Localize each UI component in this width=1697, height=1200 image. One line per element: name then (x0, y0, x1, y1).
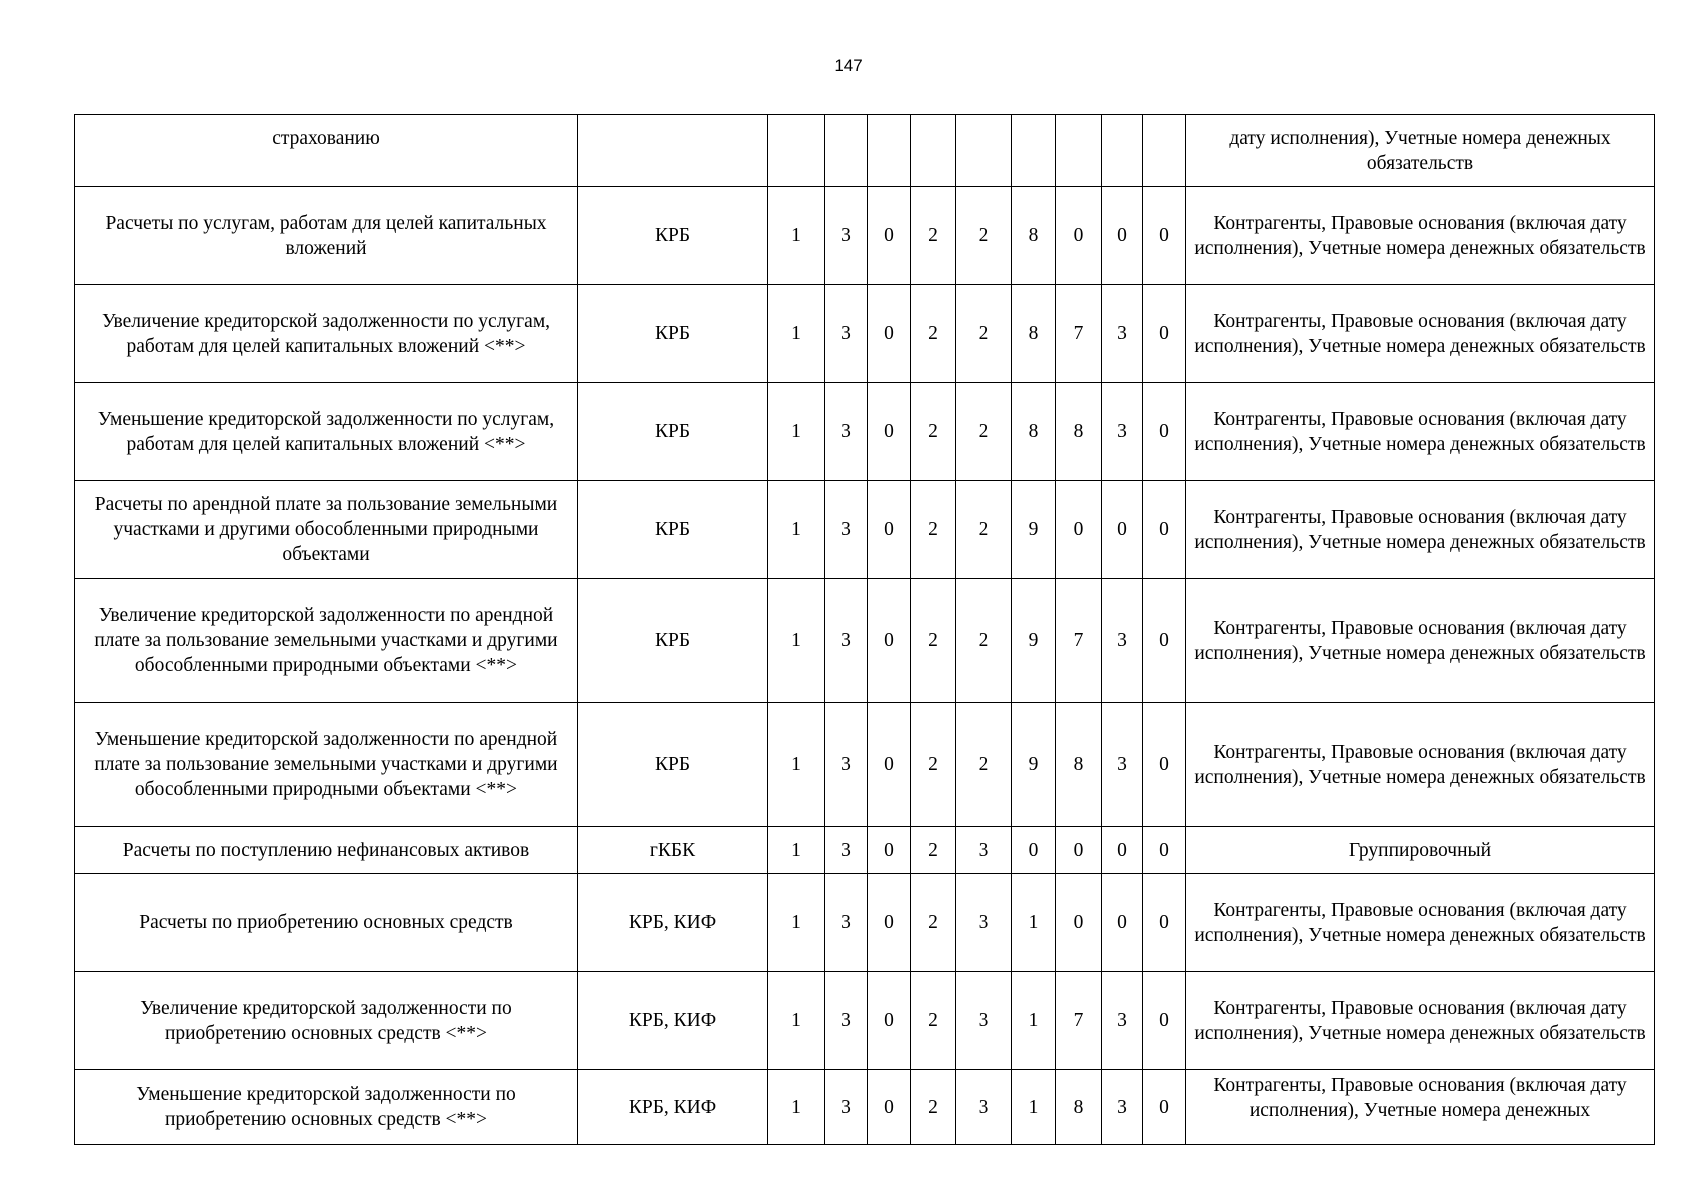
account-name-cell: Расчеты по услугам, работам для целей капитальных вложений (75, 187, 578, 285)
account-code-digit-cell: 0 (1143, 285, 1186, 383)
account-code-digit-cell (1012, 115, 1056, 187)
account-code-digit-cell: 3 (1102, 579, 1143, 703)
analytics-cell: Контрагенты, Правовые основания (включая дату исполнения), Учетные номера денежных обязательств (1186, 481, 1655, 579)
account-code-digit-cell: 2 (911, 827, 956, 874)
account-code-digit-cell: 1 (768, 579, 825, 703)
account-code-digit-cell: 1 (768, 1070, 825, 1145)
account-code-digit-cell: 3 (825, 827, 868, 874)
kbk-type-cell: КРБ, КИФ (578, 874, 768, 972)
account-code-digit-cell (1102, 115, 1143, 187)
account-code-digit-cell: 0 (1143, 972, 1186, 1070)
account-code-digit-cell: 8 (1056, 383, 1102, 481)
account-code-digit-cell: 0 (1143, 481, 1186, 579)
account-code-digit-cell: 1 (1012, 972, 1056, 1070)
table-row (75, 285, 1655, 383)
account-code-digit-cell: 0 (1102, 874, 1143, 972)
account-code-digit-cell: 2 (956, 703, 1012, 827)
account-code-digit-cell: 3 (825, 703, 868, 827)
analytics-cell: Контрагенты, Правовые основания (включая дату исполнения), Учетные номера денежных обязательств (1186, 383, 1655, 481)
account-code-digit-cell: 3 (825, 187, 868, 285)
kbk-type-cell: КРБ (578, 285, 768, 383)
account-code-digit-cell: 0 (868, 827, 911, 874)
account-code-digit-cell: 3 (825, 579, 868, 703)
account-code-digit-cell: 3 (956, 827, 1012, 874)
kbk-type-cell: КРБ (578, 383, 768, 481)
account-code-digit-cell: 3 (825, 285, 868, 383)
account-code-digit-cell: 0 (868, 972, 911, 1070)
account-code-digit-cell: 3 (1102, 972, 1143, 1070)
account-code-digit-cell: 3 (1102, 1070, 1143, 1145)
account-name-cell: Уменьшение кредиторской задолженности по услугам, работам для целей капитальных вложений <**> (75, 383, 578, 481)
account-code-digit-cell: 9 (1012, 481, 1056, 579)
account-code-digit-cell: 8 (1056, 703, 1102, 827)
account-code-digit-cell: 0 (1143, 383, 1186, 481)
account-name-cell: Уменьшение кредиторской задолженности по арендной плате за пользование земельными участками и другими обособленными природными объектами <**> (75, 703, 578, 827)
account-code-digit-cell: 7 (1056, 972, 1102, 1070)
account-code-digit-cell: 3 (825, 874, 868, 972)
account-codes-table (74, 114, 1655, 1145)
account-code-digit-cell: 9 (1012, 579, 1056, 703)
account-code-digit-cell: 1 (768, 703, 825, 827)
account-code-digit-cell: 3 (1102, 703, 1143, 827)
kbk-type-cell: гКБК (578, 827, 768, 874)
account-code-digit-cell: 0 (1102, 481, 1143, 579)
account-name-cell: Увеличение кредиторской задолженности по арендной плате за пользование земельными участками и другими обособленными природными объектами <**> (75, 579, 578, 703)
kbk-type-cell: КРБ, КИФ (578, 1070, 768, 1145)
analytics-cell: дату исполнения), Учетные номера денежных обязательств (1186, 115, 1655, 187)
account-code-digit-cell: 1 (1012, 874, 1056, 972)
account-code-digit-cell: 8 (1056, 1070, 1102, 1145)
account-code-digit-cell: 2 (956, 285, 1012, 383)
account-code-digit-cell: 0 (1143, 187, 1186, 285)
account-code-digit-cell: 2 (956, 383, 1012, 481)
account-code-digit-cell: 3 (956, 874, 1012, 972)
table-row (75, 1070, 1655, 1145)
account-code-digit-cell (1056, 115, 1102, 187)
account-code-digit-cell: 8 (1012, 383, 1056, 481)
account-code-digit-cell: 1 (768, 827, 825, 874)
account-code-digit-cell: 1 (768, 481, 825, 579)
account-code-digit-cell: 2 (911, 285, 956, 383)
account-code-digit-cell: 0 (868, 383, 911, 481)
account-code-digit-cell: 0 (868, 481, 911, 579)
account-code-digit-cell (911, 115, 956, 187)
table-row (75, 972, 1655, 1070)
account-code-digit-cell: 0 (1102, 187, 1143, 285)
account-code-digit-cell: 0 (868, 579, 911, 703)
account-code-digit-cell: 0 (1056, 187, 1102, 285)
account-code-digit-cell: 1 (768, 972, 825, 1070)
table-row (75, 115, 1655, 187)
account-code-digit-cell: 0 (868, 1070, 911, 1145)
kbk-type-cell: КРБ (578, 187, 768, 285)
account-code-digit-cell: 2 (911, 187, 956, 285)
account-code-digit-cell (868, 115, 911, 187)
account-code-digit-cell (768, 115, 825, 187)
account-code-digit-cell: 2 (911, 481, 956, 579)
account-name-cell: страхованию (75, 115, 578, 187)
account-code-digit-cell: 2 (911, 703, 956, 827)
table-row (75, 874, 1655, 972)
account-code-digit-cell: 3 (825, 1070, 868, 1145)
account-code-digit-cell: 1 (768, 874, 825, 972)
analytics-cell: Контрагенты, Правовые основания (включая дату исполнения), Учетные номера денежных обязательств (1186, 579, 1655, 703)
account-code-digit-cell: 3 (1102, 383, 1143, 481)
table-row (75, 579, 1655, 703)
table-row (75, 383, 1655, 481)
page-number: 147 (834, 56, 863, 75)
analytics-cell: Контрагенты, Правовые основания (включая дату исполнения), Учетные номера денежных (1186, 1070, 1655, 1145)
analytics-cell: Группировочный (1186, 827, 1655, 874)
account-code-digit-cell: 1 (1012, 1070, 1056, 1145)
account-code-digit-cell: 1 (768, 187, 825, 285)
account-code-digit-cell (1143, 115, 1186, 187)
account-code-digit-cell: 0 (868, 285, 911, 383)
account-code-digit-cell: 2 (911, 874, 956, 972)
kbk-type-cell: КРБ (578, 579, 768, 703)
account-code-digit-cell: 3 (956, 1070, 1012, 1145)
account-code-digit-cell: 8 (1012, 187, 1056, 285)
account-code-digit-cell: 0 (1143, 579, 1186, 703)
account-code-digit-cell: 9 (1012, 703, 1056, 827)
account-code-digit-cell: 0 (1102, 827, 1143, 874)
account-code-digit-cell: 0 (1143, 827, 1186, 874)
account-name-cell: Уменьшение кредиторской задолженности по приобретению основных средств <**> (75, 1070, 578, 1145)
account-code-digit-cell: 0 (1143, 1070, 1186, 1145)
account-code-digit-cell: 2 (911, 1070, 956, 1145)
account-code-digit-cell: 7 (1056, 285, 1102, 383)
account-code-digit-cell: 2 (956, 579, 1012, 703)
account-code-digit-cell: 0 (1056, 827, 1102, 874)
account-code-digit-cell: 3 (825, 383, 868, 481)
account-code-digit-cell: 0 (1056, 874, 1102, 972)
account-code-digit-cell: 0 (868, 703, 911, 827)
kbk-type-cell: КРБ (578, 703, 768, 827)
account-code-digit-cell: 0 (868, 187, 911, 285)
account-code-digit-cell: 1 (768, 383, 825, 481)
account-code-digit-cell: 3 (956, 972, 1012, 1070)
account-code-digit-cell: 7 (1056, 579, 1102, 703)
account-name-cell: Расчеты по поступлению нефинансовых активов (75, 827, 578, 874)
account-name-cell: Увеличение кредиторской задолженности по услугам, работам для целей капитальных вложений <**> (75, 285, 578, 383)
analytics-cell: Контрагенты, Правовые основания (включая дату исполнения), Учетные номера денежных обязательств (1186, 285, 1655, 383)
account-code-digit-cell: 3 (825, 481, 868, 579)
account-code-digit-cell: 1 (768, 285, 825, 383)
account-code-digit-cell: 2 (911, 972, 956, 1070)
kbk-type-cell (578, 115, 768, 187)
account-code-digit-cell: 3 (825, 972, 868, 1070)
account-code-digit-cell: 0 (1143, 703, 1186, 827)
account-code-digit-cell: 2 (956, 187, 1012, 285)
table-row (75, 827, 1655, 874)
account-name-cell: Увеличение кредиторской задолженности по приобретению основных средств <**> (75, 972, 578, 1070)
kbk-type-cell: КРБ, КИФ (578, 972, 768, 1070)
account-code-digit-cell: 0 (1143, 874, 1186, 972)
account-code-digit-cell: 0 (1012, 827, 1056, 874)
table-row (75, 187, 1655, 285)
kbk-type-cell: КРБ (578, 481, 768, 579)
account-code-digit-cell (956, 115, 1012, 187)
account-code-digit-cell: 0 (868, 874, 911, 972)
account-code-digit-cell: 2 (911, 579, 956, 703)
account-code-digit-cell: 2 (956, 481, 1012, 579)
account-code-digit-cell: 2 (911, 383, 956, 481)
analytics-cell: Контрагенты, Правовые основания (включая дату исполнения), Учетные номера денежных обязательств (1186, 972, 1655, 1070)
account-code-digit-cell (825, 115, 868, 187)
account-code-digit-cell: 8 (1012, 285, 1056, 383)
account-code-digit-cell: 0 (1056, 481, 1102, 579)
table-row (75, 703, 1655, 827)
account-name-cell: Расчеты по приобретению основных средств (75, 874, 578, 972)
account-name-cell: Расчеты по арендной плате за пользование земельными участками и другими обособленными природными объектами (75, 481, 578, 579)
analytics-cell: Контрагенты, Правовые основания (включая дату исполнения), Учетные номера денежных обязательств (1186, 874, 1655, 972)
analytics-cell: Контрагенты, Правовые основания (включая дату исполнения), Учетные номера денежных обязательств (1186, 703, 1655, 827)
table-row (75, 481, 1655, 579)
account-code-digit-cell: 3 (1102, 285, 1143, 383)
analytics-cell: Контрагенты, Правовые основания (включая дату исполнения), Учетные номера денежных обязательств (1186, 187, 1655, 285)
